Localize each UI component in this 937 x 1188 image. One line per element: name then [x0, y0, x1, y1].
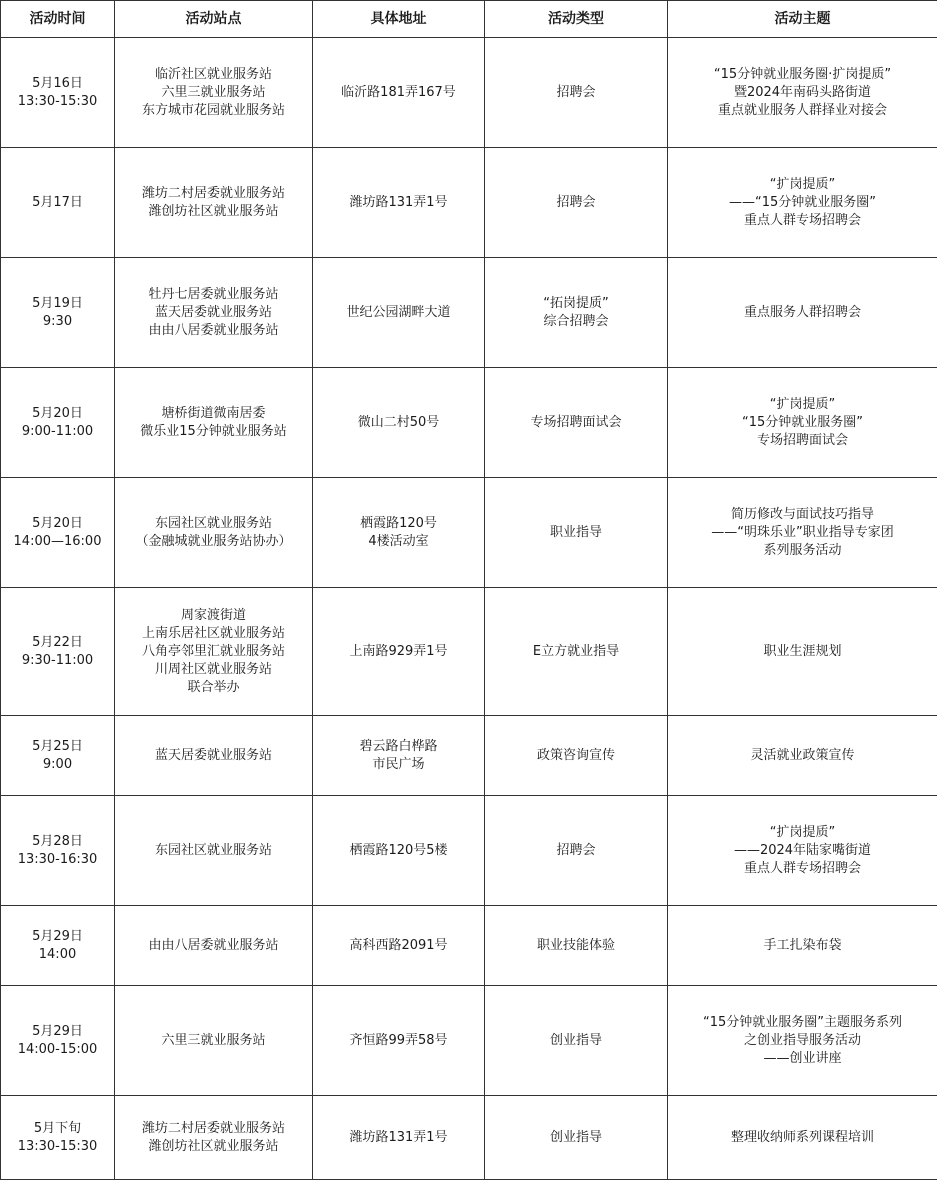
site-cell-line: 由由八居委就业服务站	[148, 937, 279, 953]
time-cell	[1, 1096, 115, 1180]
site-cell	[115, 986, 313, 1096]
header-site: 活动站点	[115, 1, 313, 38]
address-cell	[313, 986, 485, 1096]
address-cell-line: 高科西路2091号	[349, 937, 448, 953]
address-cell	[313, 368, 485, 478]
site-cell-line: 潍创坊社区就业服务站	[148, 203, 279, 219]
theme-cell	[668, 148, 937, 258]
table-row	[1, 986, 937, 1096]
time-cell	[1, 478, 115, 588]
type-cell-line: 招聘会	[556, 84, 596, 100]
theme-cell	[668, 368, 937, 478]
time-cell	[1, 986, 115, 1096]
table-row	[1, 796, 937, 906]
theme-cell-line: “15分钟就业服务圈”主题服务系列	[702, 1014, 902, 1030]
site-cell	[115, 368, 313, 478]
theme-cell	[668, 796, 937, 906]
site-cell	[115, 906, 313, 986]
site-cell-line: 潍坊二村居委就业服务站	[141, 185, 285, 201]
address-cell-line: 微山二村50号	[357, 414, 440, 430]
time-cell	[1, 716, 115, 796]
theme-cell	[668, 478, 937, 588]
theme-cell-line: ——创业讲座	[763, 1050, 842, 1066]
theme-cell-line: 之创业指导服务活动	[743, 1032, 861, 1048]
table-row	[1, 716, 937, 796]
address-cell	[313, 906, 485, 986]
site-cell-line: 八角亭邻里汇就业服务站	[141, 643, 285, 659]
table-row	[1, 258, 937, 368]
type-cell	[485, 588, 668, 716]
theme-cell-line: “扩岗提质”	[769, 176, 836, 192]
type-cell	[485, 148, 668, 258]
time-cell-line: 5月29日	[32, 928, 83, 944]
theme-cell	[668, 1096, 937, 1180]
site-cell-line: 联合举办	[187, 679, 240, 695]
theme-cell	[668, 986, 937, 1096]
time-cell-line: 13:30-15:30	[17, 93, 98, 109]
site-cell-line: 六里三就业服务站	[161, 84, 266, 100]
table-row	[1, 478, 937, 588]
type-cell	[485, 258, 668, 368]
type-cell-line: “拓岗提质”	[543, 295, 609, 311]
site-cell-line: 蓝天居委就业服务站	[154, 747, 272, 763]
time-cell-line: 9:30-11:00	[21, 652, 94, 668]
address-cell	[313, 258, 485, 368]
site-cell	[115, 258, 313, 368]
type-cell-line: 综合招聘会	[543, 313, 609, 329]
time-cell-line: 5月28日	[32, 833, 83, 849]
theme-cell	[668, 906, 937, 986]
site-cell	[115, 716, 313, 796]
theme-cell-line: “扩岗提质”	[769, 396, 836, 412]
time-cell-line: 5月19日	[32, 295, 83, 311]
address-cell-line: 世纪公园湖畔大道	[346, 304, 451, 320]
address-cell-line: 临沂路181弄167号	[341, 84, 456, 100]
table-row	[1, 368, 937, 478]
address-cell	[313, 478, 485, 588]
address-cell	[313, 716, 485, 796]
time-cell-line: 5月20日	[32, 405, 83, 421]
theme-cell-line: 整理收纳师系列课程培训	[730, 1129, 874, 1145]
type-cell-line: 招聘会	[556, 194, 596, 210]
site-cell-line: 蓝天居委就业服务站	[154, 304, 272, 320]
type-cell-line: E立方就业指导	[532, 643, 620, 659]
address-cell	[313, 1096, 485, 1180]
time-cell-line: 5月20日	[32, 515, 83, 531]
site-cell-line: 潍坊二村居委就业服务站	[141, 1120, 285, 1136]
type-cell	[485, 38, 668, 148]
time-cell-line: 5月下旬	[33, 1120, 82, 1136]
type-cell	[485, 478, 668, 588]
theme-cell-line: 简历修改与面试技巧指导	[730, 506, 874, 522]
address-cell	[313, 588, 485, 716]
type-cell	[485, 796, 668, 906]
theme-cell-line: 重点人群专场招聘会	[743, 212, 861, 228]
site-cell-line: 微乐业15分钟就业服务站	[140, 423, 287, 439]
theme-cell	[668, 588, 937, 716]
header-time: 活动时间	[1, 1, 115, 38]
site-cell-line: 东方城市花园就业服务站	[141, 102, 285, 118]
site-cell	[115, 796, 313, 906]
theme-cell-line: 专场招聘面试会	[756, 432, 848, 448]
header-theme: 活动主题	[668, 1, 937, 38]
time-cell-line: 5月29日	[32, 1023, 83, 1039]
address-cell-line: 齐恒路99弄58号	[349, 1032, 448, 1048]
time-cell-line: 5月25日	[32, 738, 83, 754]
site-cell-line: 由由八居委就业服务站	[148, 322, 279, 338]
type-cell	[485, 906, 668, 986]
time-cell-line: 5月17日	[32, 194, 83, 210]
theme-cell-line: 暨2024年南码头路街道	[733, 84, 872, 100]
header-address: 具体地址	[313, 1, 485, 38]
time-cell-line: 9:30	[42, 313, 73, 329]
time-cell-line: 9:00-11:00	[21, 423, 94, 439]
table-row	[1, 148, 937, 258]
theme-cell-line: 重点服务人群招聘会	[743, 304, 861, 320]
type-cell	[485, 986, 668, 1096]
site-cell	[115, 148, 313, 258]
header-type: 活动类型	[485, 1, 668, 38]
site-cell-line: 临沂社区就业服务站	[154, 66, 272, 82]
address-cell	[313, 148, 485, 258]
theme-cell-line: ——“15分钟就业服务圈”	[728, 194, 876, 210]
theme-cell-line: “15分钟就业服务圈·扩岗提质”	[713, 66, 892, 82]
time-cell	[1, 368, 115, 478]
site-cell-line: 塘桥街道微南居委	[161, 405, 266, 421]
theme-cell-line: 灵活就业政策宣传	[750, 747, 855, 763]
site-cell-line: 潍创坊社区就业服务站	[148, 1138, 279, 1154]
theme-cell-line: 重点就业服务人群择业对接会	[717, 102, 887, 118]
site-cell-line: 东园社区就业服务站	[154, 515, 272, 531]
time-cell	[1, 38, 115, 148]
table-row	[1, 38, 937, 148]
address-cell	[313, 796, 485, 906]
type-cell-line: 创业指导	[549, 1129, 602, 1145]
site-cell-line: 牡丹七居委就业服务站	[148, 286, 279, 302]
type-cell-line: 招聘会	[556, 842, 596, 858]
site-cell-line: 周家渡街道	[180, 607, 246, 623]
address-cell-line: 碧云路白桦路	[359, 738, 438, 754]
type-cell-line: 创业指导	[549, 1032, 602, 1048]
time-cell-line: 14:00-15:00	[17, 1041, 98, 1057]
site-cell-line: 川周社区就业服务站	[154, 661, 272, 677]
table-row	[1, 588, 937, 716]
time-cell	[1, 796, 115, 906]
site-cell-line: （金融城就业服务站协办）	[135, 533, 292, 549]
theme-cell-line: ——2024年陆家嘴街道	[733, 842, 872, 858]
type-cell-line: 政策咨询宣传	[536, 747, 615, 763]
type-cell-line: 专场招聘面试会	[530, 414, 622, 430]
time-cell-line: 5月22日	[32, 634, 83, 650]
address-cell-line: 上南路929弄1号	[349, 643, 448, 659]
theme-cell-line: 重点人群专场招聘会	[743, 860, 861, 876]
type-cell-line: 职业技能体验	[536, 937, 615, 953]
table-row	[1, 1096, 937, 1180]
theme-cell-line: 职业生涯规划	[763, 643, 842, 659]
type-cell	[485, 368, 668, 478]
address-cell-line: 栖霞路120号	[360, 515, 437, 531]
site-cell	[115, 478, 313, 588]
theme-cell	[668, 38, 937, 148]
time-cell-line: 14:00—16:00	[13, 533, 102, 549]
site-cell	[115, 588, 313, 716]
site-cell	[115, 1096, 313, 1180]
theme-cell-line: “15分钟就业服务圈”	[741, 414, 863, 430]
theme-cell-line: 手工扎染布袋	[763, 937, 842, 953]
time-cell	[1, 148, 115, 258]
theme-cell	[668, 258, 937, 368]
address-cell-line: 市民广场	[372, 756, 425, 772]
theme-cell-line: “扩岗提质”	[769, 824, 836, 840]
time-cell-line: 9:00	[42, 756, 73, 772]
site-cell	[115, 38, 313, 148]
type-cell	[485, 1096, 668, 1180]
site-cell-line: 上南乐居社区就业服务站	[141, 625, 285, 641]
address-cell-line: 潍坊路131弄1号	[349, 194, 448, 210]
time-cell	[1, 258, 115, 368]
address-cell-line: 栖霞路120号5楼	[349, 842, 448, 858]
theme-cell-line: ——“明珠乐业”职业指导专家团	[711, 524, 894, 540]
type-cell	[485, 716, 668, 796]
address-cell-line: 潍坊路131弄1号	[349, 1129, 448, 1145]
time-cell-line: 5月16日	[32, 75, 83, 91]
address-cell	[313, 38, 485, 148]
time-cell	[1, 906, 115, 986]
time-cell-line: 13:30-15:30	[17, 1138, 98, 1154]
site-cell-line: 东园社区就业服务站	[154, 842, 272, 858]
theme-cell-line: 系列服务活动	[763, 542, 842, 558]
address-cell-line: 4楼活动室	[368, 533, 429, 549]
theme-cell	[668, 716, 937, 796]
time-cell-line: 13:30-16:30	[17, 851, 98, 867]
site-cell-line: 六里三就业服务站	[161, 1032, 266, 1048]
time-cell-line: 14:00	[38, 946, 77, 962]
time-cell	[1, 588, 115, 716]
type-cell-line: 职业指导	[549, 524, 602, 540]
header-row	[1, 1, 937, 38]
table-row	[1, 906, 937, 986]
